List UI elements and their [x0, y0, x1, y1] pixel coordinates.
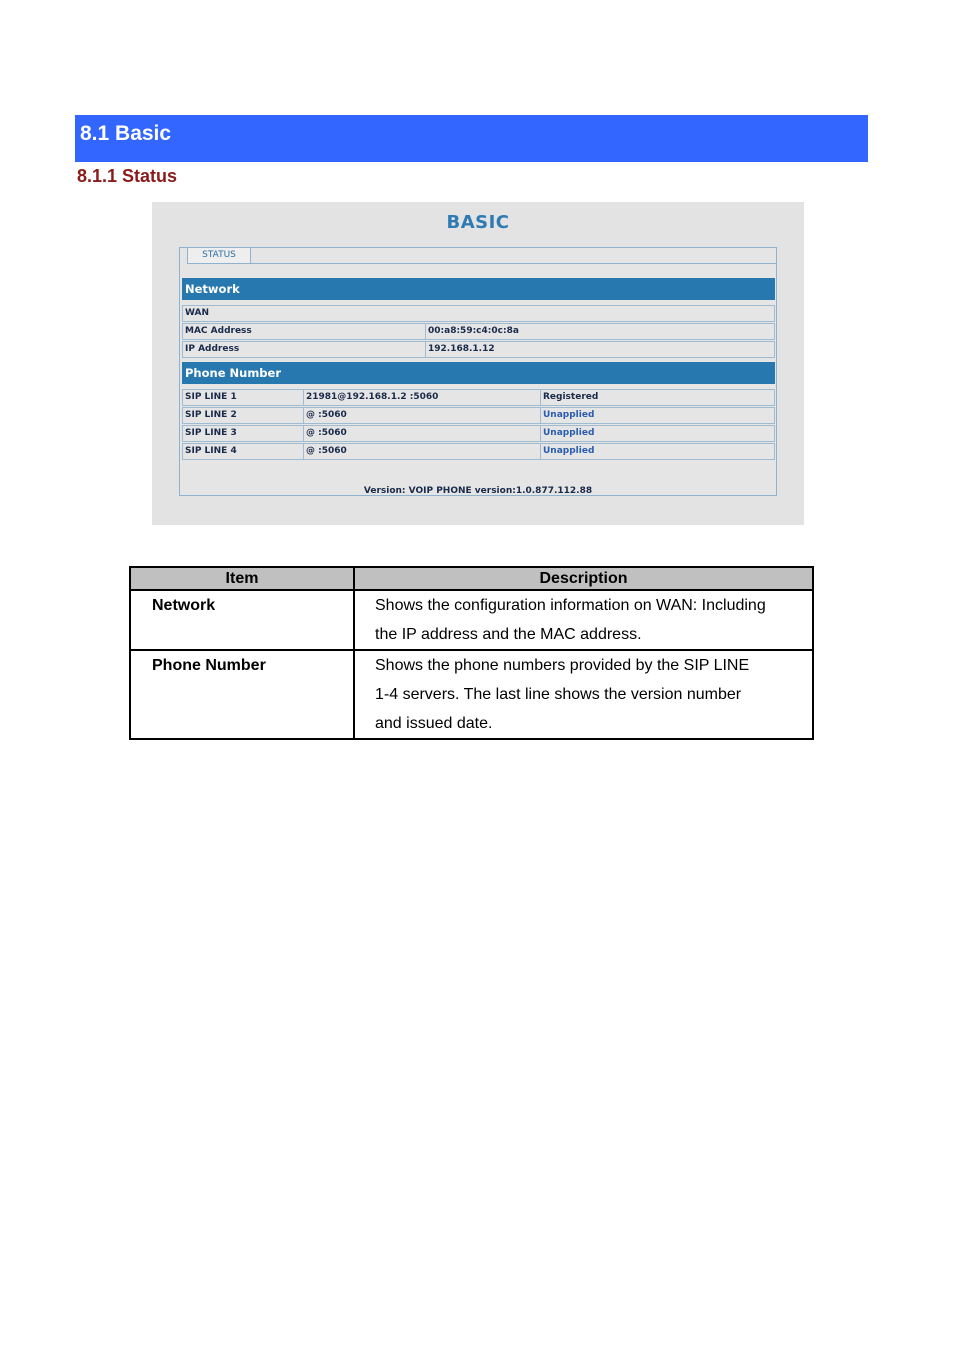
sip-line-number: @ :5060	[303, 408, 540, 423]
description-line: Shows the configuration information on WAN: Including	[375, 597, 766, 614]
ip-address-row	[182, 341, 775, 358]
ip-address-value: 192.168.1.12	[425, 342, 775, 357]
mac-address-value: 00:a8:59:c4:0c:8a	[425, 324, 775, 339]
description-cell	[354, 650, 813, 739]
network-band: Network	[182, 278, 775, 300]
sip-line-row	[182, 407, 775, 424]
phone-number-band: Phone Number	[182, 362, 775, 384]
tab-status[interactable]: STATUS	[187, 248, 251, 264]
sip-line-label: SIP LINE 4	[185, 446, 237, 456]
sip-line-number: 21981@192.168.1.2 :5060	[303, 390, 540, 405]
tab-divider	[251, 263, 776, 264]
status-frame	[179, 247, 777, 496]
header-item: Item	[130, 567, 354, 590]
description-cell	[354, 590, 813, 650]
description-line: Shows the phone numbers provided by the SIP LINE	[375, 657, 750, 674]
mac-address-label: MAC Address	[185, 326, 252, 336]
ip-address-label: IP Address	[185, 344, 240, 354]
screenshot-title: BASIC	[446, 212, 510, 233]
sip-line-label: SIP LINE 2	[185, 410, 237, 420]
table-row	[130, 650, 813, 739]
sip-line-number: @ :5060	[303, 444, 540, 459]
section-heading: 8.1 Basic	[75, 115, 868, 162]
description-line: and issued date.	[375, 715, 493, 732]
version-text: Version: VOIP PHONE version:1.0.877.112.88	[363, 486, 593, 496]
sip-line-number: @ :5060	[303, 426, 540, 441]
sip-line-status: Unapplied	[540, 444, 775, 459]
sip-line-status: Unapplied	[540, 426, 775, 441]
description-table	[129, 566, 814, 740]
header-description: Description	[354, 567, 813, 590]
sip-line-row	[182, 425, 775, 442]
sip-line-row	[182, 443, 775, 460]
sip-line-status: Registered	[540, 390, 775, 405]
item-cell: Phone Number	[130, 650, 354, 739]
status-screenshot	[152, 202, 804, 525]
wan-label: WAN	[185, 308, 210, 318]
description-line: the IP address and the MAC address.	[375, 626, 642, 643]
table-row	[130, 590, 813, 650]
mac-address-row	[182, 323, 775, 340]
wan-row	[182, 305, 775, 322]
sip-line-label: SIP LINE 1	[185, 392, 237, 402]
sip-line-label: SIP LINE 3	[185, 428, 237, 438]
sip-line-status: Unapplied	[540, 408, 775, 423]
sip-line-row	[182, 389, 775, 406]
table-header-row	[130, 567, 813, 590]
description-line: 1-4 servers. The last line shows the version number	[375, 686, 742, 703]
item-cell: Network	[130, 590, 354, 650]
subsection-heading: 8.1.1 Status	[77, 166, 178, 186]
